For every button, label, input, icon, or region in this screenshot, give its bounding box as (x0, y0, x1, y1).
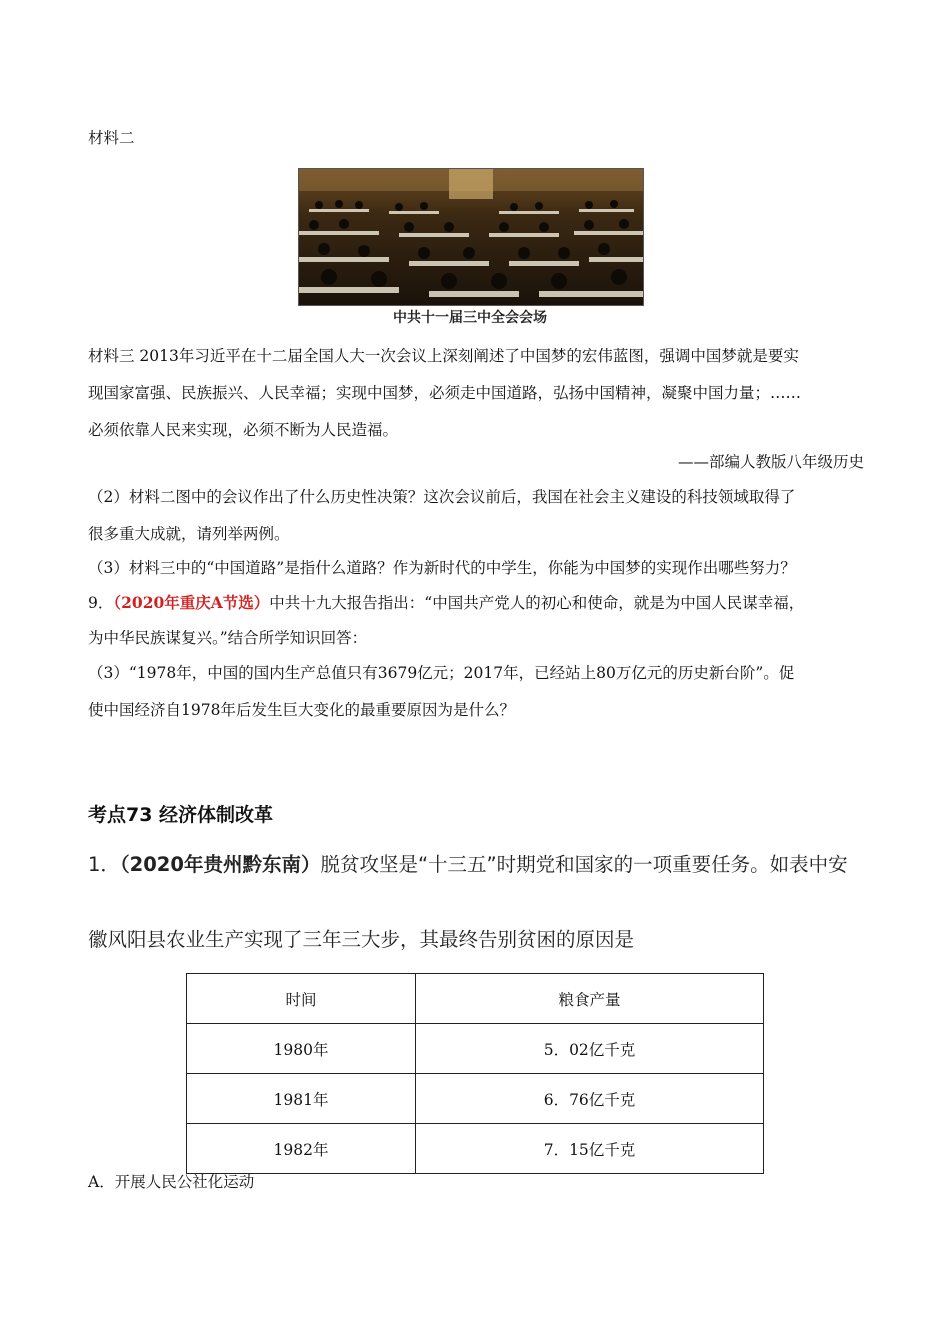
question1-number: 1． (88, 853, 120, 876)
material2-label: 材料二 (88, 129, 135, 147)
photo-caption: 中共十一届三中全会会场 (393, 310, 547, 326)
option-a: A．开展人民公社化运动 (88, 1173, 255, 1191)
q9-sub-line2: 使中国经济自1978年后发生巨大变化的最重要原因为是什么？ (88, 701, 515, 719)
q2-line2: 很多重大成就，请列举两例。 (88, 525, 290, 543)
q3-text: （3）材料三中的“中国道路”是指什么道路？作为新时代的中学生，你能为中国梦的实现作出哪些努力？ (88, 559, 796, 577)
q9-number: 9． (88, 594, 114, 612)
material3-line2: 现国家富强、民族振兴、人民幸福；实现中国梦，必须走中国道路，弘扬中国精神，凝聚中国力量；…… (88, 384, 802, 402)
question1-line2: 徽风阳县农业生产实现了三年三大步，其最终告别贫困的原因是 (88, 928, 635, 951)
q9-line1 (88, 593, 804, 613)
section-heading: 考点73 经济体制改革 (88, 804, 274, 826)
row-output: 5．02亿千克 (416, 1024, 764, 1074)
row-year: 1980年 (187, 1024, 416, 1074)
header-grain-output: 粮食产量 (416, 974, 764, 1024)
row-output: 7．15亿千克 (416, 1124, 764, 1174)
row-year: 1982年 (187, 1124, 416, 1174)
material3-source: ——部编人教版八年级历史 (677, 453, 864, 471)
table-row (187, 1124, 764, 1174)
row-output: 6．76亿千克 (416, 1074, 764, 1124)
meeting-photo (298, 168, 644, 306)
table-row (187, 1024, 764, 1074)
table-row (187, 1074, 764, 1124)
header-time: 时间 (187, 974, 416, 1024)
material3-line3: 必须依靠人民来实现，必须不断为人民造福。 (88, 421, 399, 439)
grain-output-table (186, 973, 764, 1174)
q9-line2: 为中华民族谋复兴。”结合所学知识回答： (88, 629, 368, 647)
table-header-row (187, 974, 764, 1024)
meeting-hall-image (299, 169, 643, 305)
question1-line1-rest: 脱贫攻坚是“十三五”时期党和国家的一项重要任务。如表中安 (320, 853, 848, 876)
q9-line1-rest: 中共十九大报告指出：“中国共产党人的初心和使命，就是为中国人民谋幸福， (269, 594, 805, 612)
q2-line1: （2）材料二图中的会议作出了什么历史性决策？这次会议前后，我国在社会主义建设的科技领域取得了 (88, 488, 796, 506)
q9-source: （2020年重庆A节选） (113, 593, 270, 612)
q9-sub-line1: （3）“1978年，中国的国内生产总值只有3679亿元；2017年，已经站上80万亿元的历史新台阶”。促 (88, 664, 795, 682)
question1-source: （2020年贵州黔东南） (119, 853, 321, 876)
material3-line1: 材料三 2013年习近平在十二届全国人大一次会议上深刻阐述了中国梦的宏伟蓝图，强调中国梦就是要实 (88, 347, 799, 365)
question1-line1 (88, 849, 848, 877)
row-year: 1981年 (187, 1074, 416, 1124)
